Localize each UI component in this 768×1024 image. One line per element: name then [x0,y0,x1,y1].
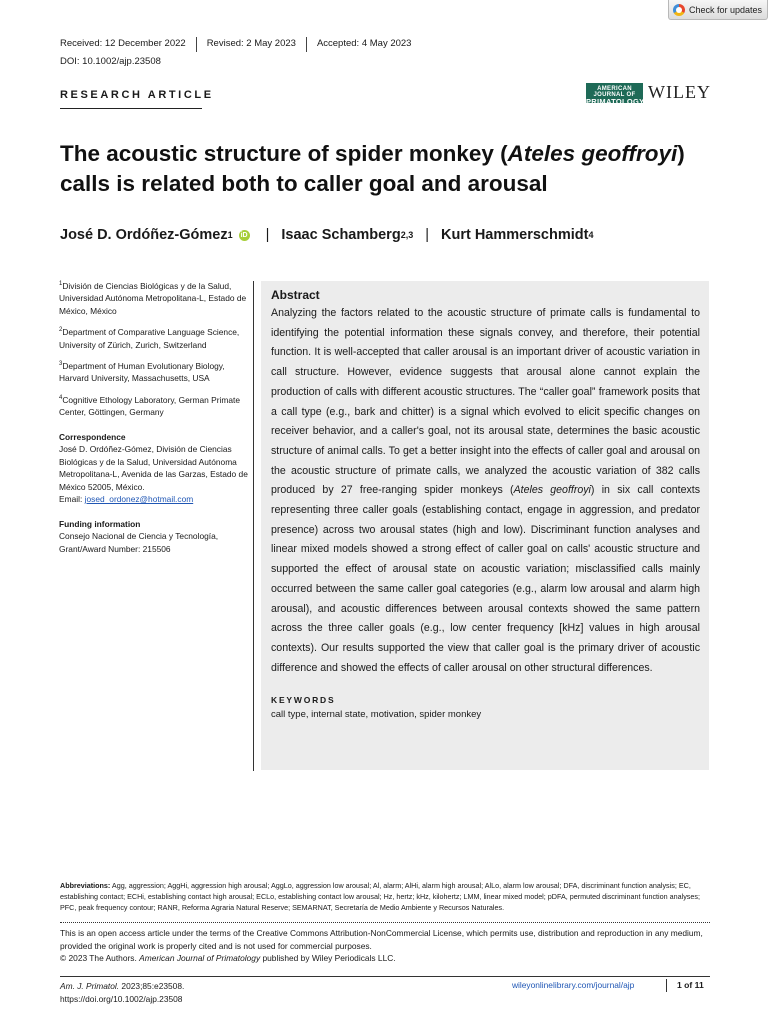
author-name[interactable]: José D. Ordóñez-Gómez [60,227,228,243]
affiliation-sup: 1 [59,281,63,287]
article-title [60,139,720,199]
author-name[interactable]: Kurt Hammerschmidt [440,227,589,243]
journal-url-link[interactable]: wileyonlinelibrary.com/journal/ajp [512,980,635,990]
funding-text: Consejo Nacional de Ciencia y Tecnología, Grant/Award Number: 215506 [59,531,219,554]
title-part2: ) calls is related both to caller goal and arousal [60,141,685,196]
citation-journal: Am. J. Primatol. [60,981,120,991]
affiliation-text: División de Ciencias Biológicas y de la Salud, Universidad Autónoma Metropolitana-L, Estado de México, México [59,280,247,316]
affiliation-text: Department of Human Evolutionary Biology, Harvard University, Massachusetts, USA [59,360,225,384]
correspondence-text [59,443,249,506]
journal-logo-big: PRIMATOLOGY [586,97,645,106]
abbreviations [60,880,710,913]
article-type: RESEARCH ARTICLE [60,89,214,101]
front-matter-column [59,278,249,562]
affiliation-text: Cognitive Ethology Laboratory, German Primate Center, Göttingen, Germany [59,394,241,418]
accepted-date: Accepted: 4 May 2023 [316,38,412,49]
keywords-heading: KEYWORDS [271,695,336,706]
author-sup: 1 [227,230,233,240]
title-species: Ateles geoffroyi [507,141,678,166]
publisher-logo: WILEY [648,82,711,102]
article-type-rule [60,108,202,109]
affiliation-text: Department of Comparative Language Science, University of Zürich, Zurich, Switzerland [59,327,240,350]
footer-citation [60,980,184,1005]
affiliation-sup: 3 [59,361,63,368]
abbreviations-heading: Abbreviations: [60,881,111,890]
page-number: 1 of 11 [677,980,704,990]
author-sup: 2,3 [400,230,414,240]
revised-date: Revised: 2 May 2023 [197,37,307,52]
author-separator: | [425,227,429,243]
journal-logo [586,83,645,106]
copyright-a: © 2023 The Authors. [60,953,140,963]
doi: DOI: 10.1002/ajp.23508 [60,56,161,67]
dotted-divider [60,922,710,923]
check-for-updates-button[interactable] [668,0,768,20]
check-for-updates-label: Check for updates [689,4,763,15]
footer-rule [60,976,710,977]
journal-logo-small: AMERICAN JOURNAL OF [593,86,636,98]
history-dates [60,37,421,52]
abstract-box [261,281,709,770]
footer-doi-link[interactable]: https://doi.org/10.1002/ajp.23508 [60,993,183,1004]
orcid-icon[interactable]: iD [240,231,248,239]
citation-volume: 2023;85:e23508. [119,981,185,991]
received-date: Received: 12 December 2022 [60,37,197,52]
author-list [60,227,593,243]
abstract-text [271,304,700,678]
keywords-text: call type, internal state, motivation, spider monkey [271,709,482,721]
abstract-text-part2: ) in six call contexts representing three caller goals (establishing contact, engage in aggression, and predator presence) across two arousal states (high and low). Discriminant function analyses and linear mixed models showed a strong effect of caller goal on calls' acoustic structure and supported the effect of arousal state on acoustic variation; misclassified calls mainly occurred between the same caller goal categories (e.g., alarm low arousal and alarm high arousal), and acoustic differences between arousal contexts showed the same pattern across the three caller goals (e.g., low center frequency [kHz] values in high arousal contexts). Our results supported the view that caller goal is the primary driver of acoustic difference and showed the effects of caller arousal on other structural differences. [271,484,701,674]
correspondence-address: José D. Ordóñez-Gómez, División de Ciencias Biológicas y de la Salud, Universidad Autónoma Metropolitana-L, Avenida de las Garzas, Estado de México 52005, México. [59,444,248,492]
author-sup: 4 [588,230,594,240]
affiliation-sup: 2 [59,327,63,334]
correspondence-heading: Correspondence [59,431,126,442]
funding-heading: Funding information [59,518,141,529]
abbreviations-text: Agg, aggression; AggHi, aggression high arousal; AggLo, aggression low arousal; Al, alarm; AlHi, alarm high arousal; AlLo, alarm low arousal; DFA, discriminant function analysis; EC, establishing contact; ECHi, establishing contact high arousal; ECLo, establishing contact low arousal; Hz, hertz; kHz, kilohertz; LMM, linear mixed model; pDFA, permuted discriminant function analyses; PFC, peak frequency contour; RANR, Reforma Agraria Natural Reserve; SEMARNAT, Secretaría de Medio Ambiente y Recursos Naturales. [60,881,700,912]
affiliation [59,358,249,385]
author-name[interactable]: Isaac Schamberg [281,227,401,243]
copyright-b: published by Wiley Periodicals LLC. [260,953,396,963]
affiliation-sup: 4 [59,394,63,401]
affiliation [59,278,249,317]
title-part1: The acoustic structure of spider monkey ( [60,141,508,166]
email-link[interactable]: josed_ordonez@hotmail.com [84,494,194,505]
copyright-journal: American Journal of Primatology [139,953,261,963]
abstract-heading: Abstract [271,288,320,302]
author-separator: | [265,227,270,243]
license-notice [60,927,710,965]
crossmark-icon [673,4,685,16]
footer-separator [666,979,667,992]
abstract-species: Ateles geoffroyi [513,484,591,497]
column-divider [253,281,254,771]
license-text: This is an open access article under the terms of the Creative Commons Attribution-NonCommercial License, which permits use, distribution and reproduction in any medium, provided the original work is properly cited and is not used for commercial purposes. [60,928,703,951]
email-label: Email: [59,494,85,505]
affiliation [59,392,249,419]
abstract-text-part1: Analyzing the factors related to the acoustic structure of primate calls is fundamental to identifying the potential information these signals convey, and therefore, their potential function. It is well-accepted that caller arousal is an important driver of acoustic variation in call structure. However, evidence suggests that arousal alone cannot explain the production of calls with different acoustic structures. The “caller goal” framework posits that a call type (e.g., bark and chitter) is a signal which evolved to elicit specific changes on receiver behavior, and a caller's goal, not its arousal state, determines the basic acoustic structure of animal calls. To get a better insight into the effects of caller goal and arousal on the acoustic structure of primate calls, we analyzed the acoustic variation of 382 calls produced by 27 free-ranging spider monkeys ( [271,307,700,497]
affiliation [59,324,249,351]
